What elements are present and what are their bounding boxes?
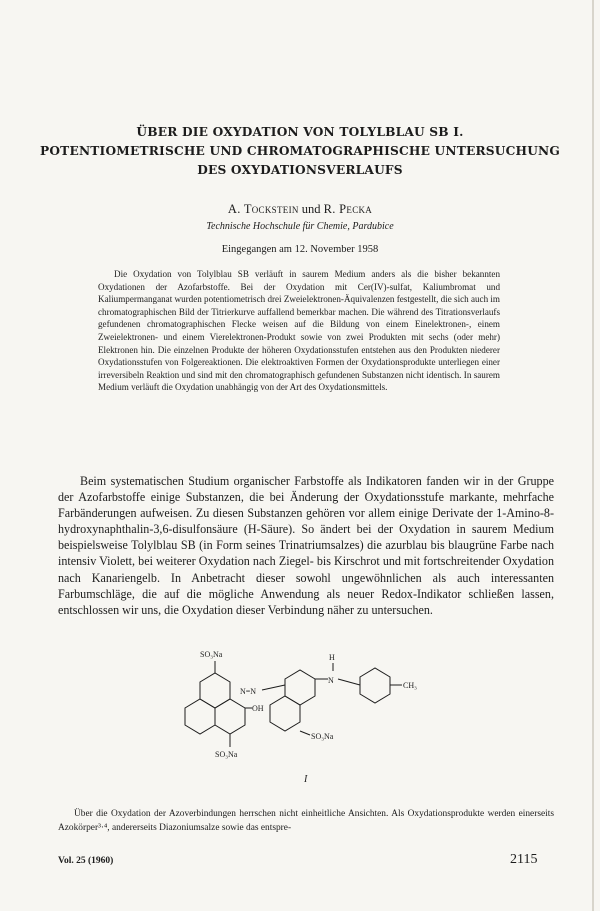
- title-line-3: DES OXYDATIONSVERLAUFS: [197, 163, 403, 177]
- formula-so3na-right: SO₃Na: [311, 732, 334, 741]
- continuation-paragraph: Über die Oxydation der Azoverbindungen herrschen nicht einheitliche Ansichten. Als Oxydationsprodukte werden einerseits Azokörper³·⁴, andererseits Diazoniumsalze sowie das entspre-: [58, 809, 554, 833]
- received-date: Eingegangen am 12. November 1958: [221, 244, 379, 255]
- title-line-1: ÜBER DIE OXYDATION VON TOLYLBLAU SB I.: [136, 125, 464, 139]
- volume-info: Vol. 25 (1960): [58, 856, 114, 866]
- page-edge: [592, 0, 594, 911]
- authors: [40, 202, 560, 217]
- formula-oh-label: OH: [252, 704, 264, 713]
- formula-so3na-bottom: SO₃Na: [215, 750, 238, 759]
- formula-so3na-top: SO₃Na: [200, 650, 223, 659]
- formula-n-label: N: [328, 676, 334, 685]
- formula-ch3-label: CH₃: [403, 681, 417, 690]
- formula-number: I: [304, 774, 308, 785]
- title-line-2: POTENTIOMETRISCHE UND CHROMATOGRAPHISCHE UNTERSUCHUNG: [40, 144, 560, 158]
- author-2: R. Pecka: [323, 202, 373, 216]
- abstract: Die Oxydation von Tolylblau SB verläuft in saurem Medium anders als die bisher bekannten Oxydationen der Azofarbstoffe. Bei der Oxydation mit Cer(IV)-sulfat, Kaliumbromat und Kaliumpermanganat wurden potentiometrisch drei Zweielektronen-Äquivalenzen festgestellt, die sich auch im chromatographischen Bild der Titrierkurve auffallend bemerkbar machen. Die während des Titrationsverlaufs gefundenen chromatographischen Flecke weisen auf die Bildung von einem Einelektronen-, einem Zweielektronen- und einem Vierelektronen-Produkt sowie von zwei Produkten mit sechs (oder mehr) Elektronen hin. Die einzelnen Produkte der höheren Oxydationsstufen entstehen aus den Produkten niederer Oxydationsstufen von Folgereaktionen. Die elektroaktiven Formen der Oxydationsprodukte unterliegen einer irreversibeln Reaktion und sind mit den chromatographisch gefundenen Substanzen nicht identisch. In saurem Medium verläuft die Oxydation unabhängig von der Art des Oxydationsmittels.: [98, 269, 501, 393]
- author-1: A. Tockstein: [227, 202, 299, 216]
- body-paragraph: Beim systematischen Studium organischer Farbstoffe als Indikatoren fanden wir in der Gruppe der Azofarbstoffe einige Substanzen, die bei Änderung der Oxydationsstufe markante, mehrfache Farbänderungen aufweisen. Zu diesen Substanzen gehören vor allem einige Derivate der 1-Amino-8-hydroxynaphthalin-3,6-disulfonsäure (H-Säure). So ändert bei der Oxydation in saurem Medium beispielsweise Tolylblau SB (in Form seines Trinatriumsalzes) die azurblau bis blaugrüne Farbe nach intensiv Violett, bei weiterer Oxydation nach Ziegel- bis Kirschrot und mit fortschreitender Oxydation nach Kanariengelb. In Anbetracht dieser sowohl ungewöhnlichen als auch interessanten Farbumschläge, die auf die mögliche Anwendung als neuer Redox-Indikator schließen lassen, entschlossen wir uns, die Oxydation dieser Verbindung näher zu untersuchen.: [58, 474, 554, 617]
- structural-formula: [170, 647, 430, 787]
- formula-azo-label: N=N: [240, 687, 257, 696]
- page-number: 2115: [510, 852, 538, 867]
- author-joiner: und: [298, 202, 324, 216]
- formula-h-label: H: [329, 653, 335, 662]
- institution: Technische Hochschule für Chemie, Pardubice: [206, 221, 394, 232]
